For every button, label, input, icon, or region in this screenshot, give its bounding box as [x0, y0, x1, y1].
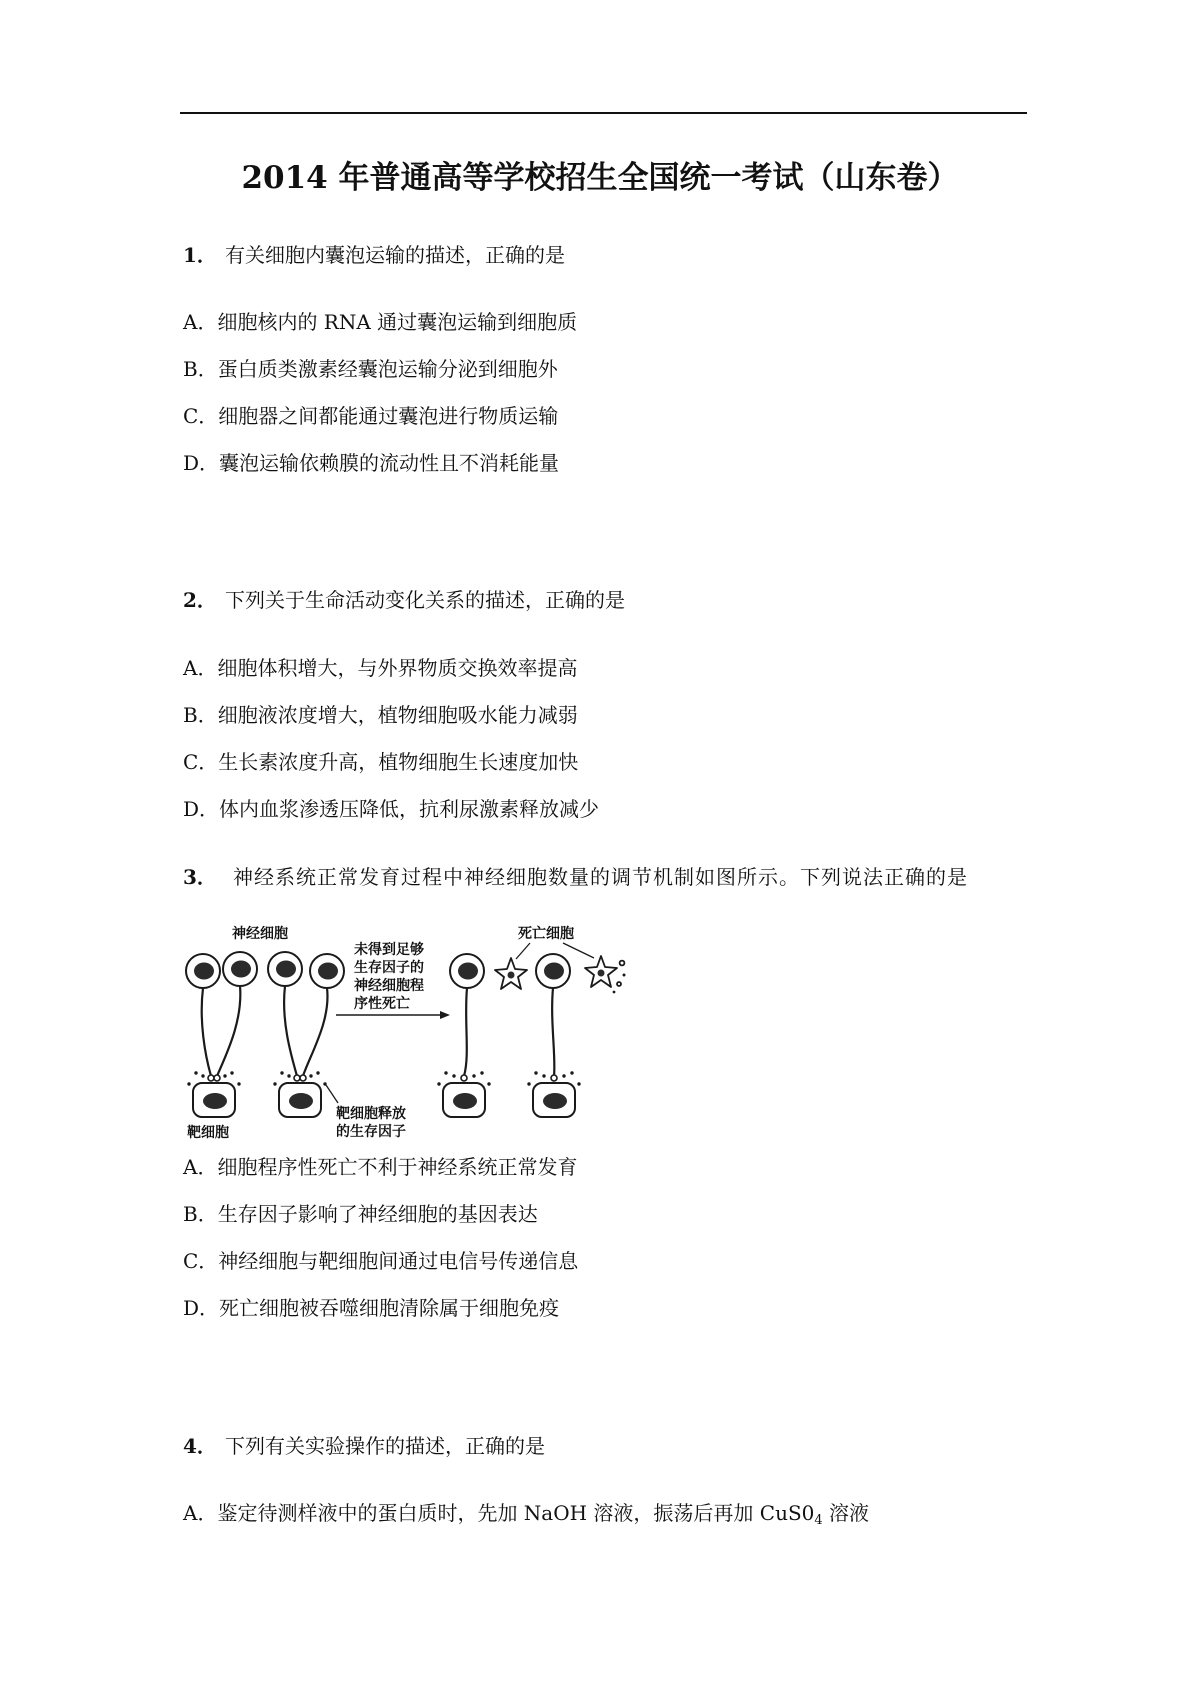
axon: [552, 988, 554, 1076]
survival-factor-dot: [577, 1082, 580, 1085]
survival-factor-dot: [280, 1071, 283, 1074]
neuron-nucleus: [194, 963, 214, 980]
survival-factor-dot: [230, 1071, 233, 1074]
survival-factor-dot: [194, 1071, 197, 1074]
factor-leader-line: [326, 1085, 338, 1103]
axon: [464, 988, 467, 1076]
process-label-line: 神经细胞程: [354, 978, 424, 994]
axon: [284, 986, 297, 1076]
question-4: [183, 1434, 545, 1458]
question-number: 3．: [183, 865, 217, 889]
survival-factor-dot: [472, 1074, 475, 1077]
question-2-option-b: B．细胞液浓度增大，植物细胞吸水能力减弱: [183, 703, 578, 727]
survival-factor-dot: [223, 1074, 226, 1077]
top-rule: [180, 112, 1027, 114]
question-3-option-b: B．生存因子影响了神经细胞的基因表达: [183, 1202, 538, 1226]
neuron-nucleus: [276, 961, 296, 978]
survival-factor-label-line: 靶细胞释放: [336, 1106, 406, 1122]
cell-debris: [613, 991, 616, 994]
exam-title: 2014 年普通高等学校招生全国统一考试（山东卷）: [241, 160, 959, 196]
question-2-option-d: D．体内血浆渗透压降低，抗利尿激素释放减少: [183, 797, 600, 821]
arrow-head: [440, 1011, 450, 1019]
dead-cell-leader-line: [516, 943, 530, 959]
question-3-option-a: A．细胞程序性死亡不利于神经系统正常发育: [183, 1155, 578, 1179]
question-3-option-c: C．神经细胞与靶细胞间通过电信号传递信息: [183, 1249, 579, 1273]
option-text-tail: 溶液: [822, 1501, 870, 1525]
neuron-regulation-figure: [178, 913, 630, 1145]
question-number: 1．: [183, 243, 217, 267]
survival-factor-dot: [437, 1082, 440, 1085]
question-2: [183, 588, 625, 612]
neuron-label: 神经细胞: [232, 926, 288, 942]
survival-factor-dot: [237, 1082, 240, 1085]
process-label-line: 未得到足够: [354, 942, 424, 958]
question-3-option-d: D．死亡细胞被吞噬细胞清除属于细胞免疫: [183, 1296, 560, 1320]
survival-factor-dot: [570, 1071, 573, 1074]
question-1: [183, 243, 565, 267]
cell-debris: [620, 961, 625, 966]
process-label-line: 序性死亡: [354, 996, 410, 1012]
option-subscript: 4: [814, 1513, 823, 1528]
survival-factor-dot: [487, 1082, 490, 1085]
survival-factor-dot: [323, 1082, 326, 1085]
question-1-option-c: C．细胞器之间都能通过囊泡进行物质运输: [183, 404, 559, 428]
question-2-option-c: C．生长素浓度升高，植物细胞生长速度加快: [183, 750, 579, 774]
survival-factor-dot: [452, 1074, 455, 1077]
survival-factor-dot: [287, 1074, 290, 1077]
dead-cell-leader-line: [563, 943, 594, 958]
axon: [202, 988, 211, 1076]
survival-factor-dot: [542, 1074, 545, 1077]
dead-cell-fragment: [508, 972, 515, 979]
cell-debris: [617, 982, 621, 986]
question-number: 2．: [183, 588, 217, 612]
question-stem: 有关细胞内囊泡运输的描述，正确的是: [225, 243, 565, 267]
survival-factor-dot: [187, 1082, 190, 1085]
option-text: A．鉴定待测样液中的蛋白质时，先加 NaOH 溶液，振荡后再加 CuS0: [183, 1501, 815, 1525]
question-number: 4．: [183, 1434, 217, 1458]
axon-terminal: [300, 1075, 306, 1081]
question-1-option-a: A．细胞核内的 RNA 通过囊泡运输到细胞质: [183, 310, 578, 334]
axon-terminal: [461, 1075, 467, 1081]
question-stem: 下列关于生命活动变化关系的描述，正确的是: [225, 588, 625, 612]
target-nucleus: [543, 1093, 567, 1109]
survival-factor-label-line: 的生存因子: [336, 1124, 406, 1140]
cell-debris: [623, 974, 626, 977]
survival-factor-dot: [562, 1074, 565, 1077]
target-cell-label: 靶细胞: [187, 1125, 229, 1141]
question-2-option-a: A．细胞体积增大，与外界物质交换效率提高: [183, 656, 578, 680]
axon: [217, 986, 240, 1076]
dead-cell-fragment: [598, 970, 605, 977]
target-nucleus: [453, 1093, 477, 1109]
question-1-option-d: D．囊泡运输依赖膜的流动性且不消耗能量: [183, 451, 560, 475]
survival-factor-dot: [316, 1071, 319, 1074]
question-stem: 神经系统正常发育过程中神经细胞数量的调节机制如图所示。下列说法正确的是: [233, 865, 968, 889]
question-4-option-a: [183, 1501, 870, 1528]
question-stem: 下列有关实验操作的描述，正确的是: [225, 1434, 545, 1458]
survival-factor-dot: [444, 1071, 447, 1074]
axon: [303, 988, 328, 1076]
axon-terminal: [294, 1075, 300, 1081]
process-label-line: 生存因子的: [354, 960, 424, 976]
neuron-nucleus: [458, 963, 478, 980]
survival-factor-dot: [201, 1074, 204, 1077]
target-nucleus: [203, 1093, 227, 1109]
neuron-nucleus: [231, 961, 251, 978]
survival-factor-dot: [480, 1071, 483, 1074]
dead-cell-label: 死亡细胞: [518, 926, 574, 942]
survival-factor-dot: [534, 1071, 537, 1074]
axon-terminal: [208, 1075, 214, 1081]
axon-terminal: [214, 1075, 220, 1081]
survival-factor-dot: [309, 1074, 312, 1077]
neuron-nucleus: [544, 963, 564, 980]
question-3: [183, 865, 968, 889]
question-1-option-b: B．蛋白质类激素经囊泡运输分泌到细胞外: [183, 357, 558, 381]
survival-factor-dot: [273, 1082, 276, 1085]
target-nucleus: [289, 1093, 313, 1109]
axon-terminal: [551, 1075, 557, 1081]
survival-factor-dot: [527, 1082, 530, 1085]
neuron-nucleus: [318, 963, 338, 980]
